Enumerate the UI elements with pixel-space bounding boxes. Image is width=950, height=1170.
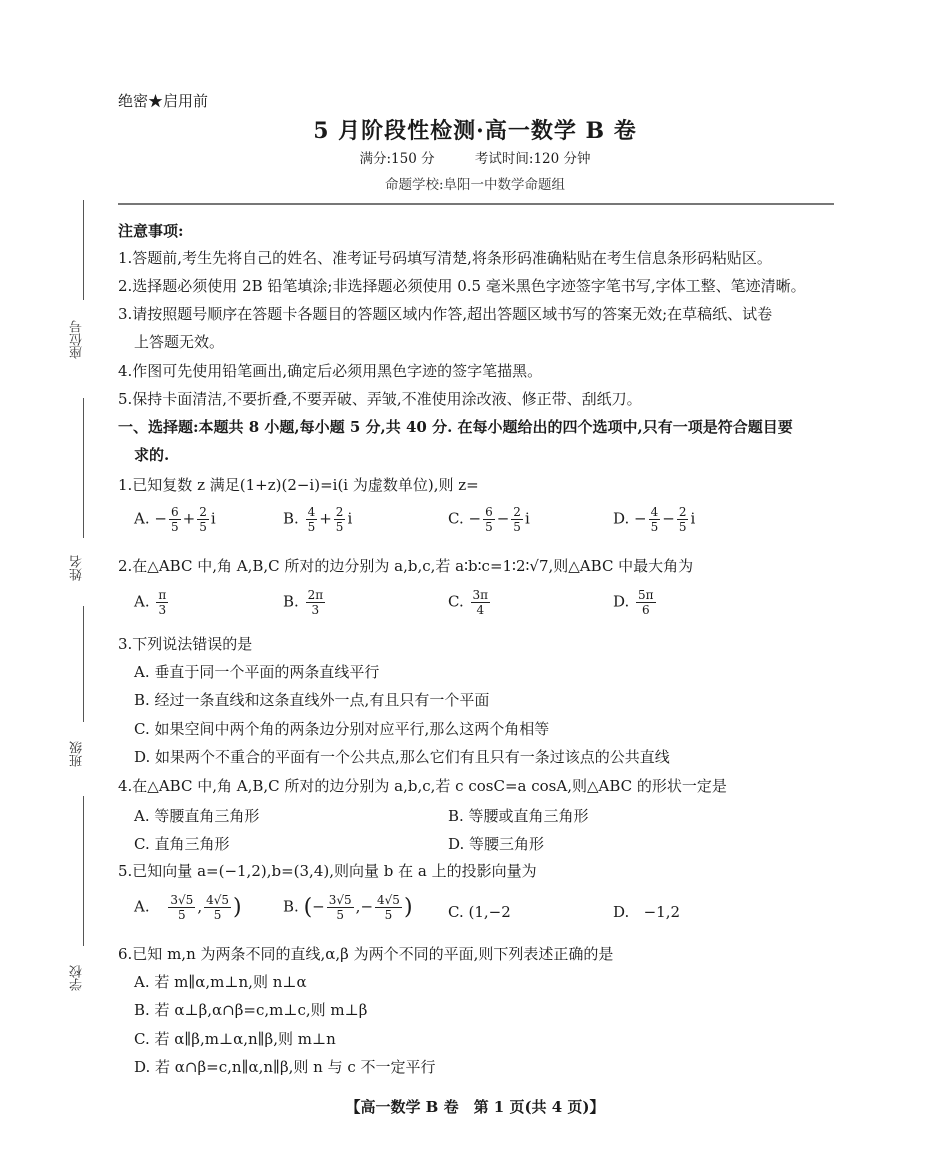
- fraction: [636, 588, 656, 617]
- q5-option-c: [448, 903, 511, 921]
- setter-school: 命题学校:阜阳一中数学命题组: [384, 177, 566, 193]
- q6-option-c: C. 若 α∥β,m⊥α,n∥β,则 m⊥n: [134, 1030, 336, 1048]
- question-1-stem: 1.已知复数 z 满足(1+z)(2−i)=i(i 为虚数单位),则 z=: [118, 476, 479, 494]
- question-6-stem: 6.已知 m,n 为两条不同的直线,α,β 为两个不同的平面,则下列表述正确的是: [118, 945, 614, 963]
- denominator: 5: [199, 520, 207, 534]
- option-label: C.: [448, 903, 464, 921]
- exam-time: 考试时间:120 分钟: [474, 151, 591, 167]
- numerator: 6: [170, 505, 179, 519]
- q6-option-b: B. 若 α⊥β,α∩β=c,m⊥c,则 m⊥β: [134, 1001, 368, 1019]
- full-score: 满分:150 分: [359, 151, 435, 167]
- option-label: C.: [448, 592, 464, 611]
- q1-option-c: [448, 505, 530, 534]
- fraction: [168, 893, 195, 922]
- denominator: 5: [650, 520, 659, 534]
- q6-option-d: D. 若 α∩β=c,n∥α,n∥β,则 n 与 c 不一定平行: [134, 1058, 436, 1076]
- option-label: A.: [134, 592, 150, 611]
- fraction: [375, 893, 402, 922]
- notice-item: 4.作图可先使用铅笔画出,确定后必须用黑色字迹的签字笔描黑。: [118, 362, 543, 380]
- option-label: B.: [283, 897, 299, 916]
- q4-option-b: B. 等腰或直角三角形: [448, 807, 589, 825]
- fraction: [649, 505, 661, 534]
- option-label: B.: [283, 509, 299, 528]
- numerator: 3√5: [328, 893, 352, 907]
- sign: −: [634, 509, 647, 528]
- denominator: 5: [485, 520, 493, 534]
- class-label: 班级: [70, 741, 85, 767]
- denominator: 5: [178, 908, 186, 922]
- header-rule: [118, 203, 834, 205]
- notice-item: 上答题无效。: [134, 333, 225, 351]
- denominator: 5: [170, 520, 179, 534]
- section-heading-cont: 求的.: [134, 446, 170, 464]
- q2-option-d: [613, 588, 658, 617]
- denominator: 5: [678, 520, 687, 534]
- question-3-stem: 3.下列说法错误的是: [118, 635, 253, 653]
- sign: −: [154, 509, 167, 528]
- q4-option-a: A. 等腰直角三角形: [134, 807, 260, 825]
- numerator: 4√5: [206, 893, 230, 907]
- denominator: 5: [307, 520, 316, 534]
- q3-option-d: D. 如果两个不重合的平面有一个公共点,那么它们有且只有一条过该点的公共直线: [134, 748, 670, 766]
- q2-option-a: [134, 588, 170, 617]
- denominator: 3: [158, 603, 167, 617]
- option-label: B.: [283, 592, 299, 611]
- exam-meta: [0, 147, 950, 167]
- option-label: C.: [448, 509, 464, 528]
- sign: +: [319, 509, 332, 528]
- denominator: 5: [513, 520, 521, 534]
- notice-item: 5.保持卡面清洁,不要折叠,不要弄破、弄皱,不准使用涂改液、修正带、刮纸刀。: [118, 390, 642, 408]
- sign: −: [496, 509, 510, 528]
- denominator: 3: [311, 603, 320, 617]
- seat-label: 座位号: [70, 320, 85, 360]
- fraction: [334, 505, 346, 534]
- q4-option-d: D. 等腰三角形: [448, 835, 545, 853]
- numerator: 2: [513, 505, 521, 519]
- question-5-stem: 5.已知向量 a=(−1,2),b=(3,4),则向量 b 在 a 上的投影向量为: [118, 862, 537, 880]
- fraction: [511, 505, 523, 534]
- fraction: [327, 893, 354, 922]
- denominator: 6: [641, 603, 650, 617]
- binding-line: [83, 398, 84, 538]
- sign: +: [182, 509, 196, 528]
- numerator: 4√5: [377, 893, 400, 907]
- fraction: [204, 893, 231, 922]
- numerator: 2π: [307, 588, 324, 602]
- option-value: −1,2: [643, 903, 681, 921]
- imag-unit: i: [690, 509, 696, 528]
- fraction: [471, 588, 491, 617]
- denominator: 5: [384, 908, 393, 922]
- q3-option-c: C. 如果空间中两个角的两条边分别对应平行,那么这两个角相等: [134, 720, 550, 738]
- question-4-stem: 4.在△ABC 中,角 A,B,C 所对的边分别为 a,b,c,若 c cosC=a cosA,则△ABC 的形状一定是: [118, 777, 727, 795]
- q2-option-c: [448, 588, 492, 617]
- fraction: [677, 505, 689, 534]
- binding-line: [83, 606, 84, 722]
- section-heading: 一、选择题:本题共 8 小题,每小题 5 分,共 40 分. 在每小题给出的四个选项中,只有一项是符合题目要: [118, 418, 793, 436]
- q2-option-b: [283, 588, 327, 617]
- option-label: A.: [134, 897, 150, 916]
- page-title: 5 月阶段性检测·高一数学 B 卷: [313, 118, 637, 144]
- q1-option-d: [613, 505, 695, 534]
- numerator: 2: [335, 505, 344, 519]
- imag-unit: i: [347, 509, 353, 528]
- q1-option-b: [283, 505, 352, 534]
- fraction: [306, 588, 326, 617]
- option-value: (1,−2: [468, 903, 511, 921]
- option-label: D.: [613, 903, 630, 921]
- page-footer: 【高一数学 B 卷 第 1 页(共 4 页)】: [345, 1098, 605, 1116]
- numerator: 3π: [472, 588, 489, 602]
- q3-option-a: A. 垂直于同一个平面的两条直线平行: [134, 663, 380, 681]
- sign: −: [662, 509, 675, 528]
- numerator: 6: [485, 505, 493, 519]
- numerator: 4: [307, 505, 316, 519]
- imag-unit: i: [524, 509, 530, 528]
- notice-item: 2.选择题必须使用 2B 铅笔填涂;非选择题必须使用 0.5 毫米黑色字迹签字笔书写,字体工整、笔迹清晰。: [118, 277, 806, 295]
- q5-option-d: [613, 903, 680, 921]
- q5-option-b: B. (− $\frac{3√5}{5}$ ,− $\frac{4√5}{5}$ ): [283, 893, 413, 922]
- fraction: [169, 505, 181, 534]
- secret-label: 绝密★启用前: [118, 92, 209, 110]
- numerator: π: [158, 588, 167, 602]
- q1-option-a: [134, 505, 216, 534]
- fraction: [483, 505, 495, 534]
- fraction: [197, 505, 209, 534]
- notice-heading: 注意事项:: [118, 222, 184, 240]
- denominator: 5: [335, 520, 344, 534]
- name-label: 姓名: [70, 555, 85, 581]
- option-label: A.: [134, 509, 150, 528]
- q6-option-a: A. 若 m∥α,m⊥n,则 n⊥α: [134, 973, 307, 991]
- sign: −: [468, 509, 482, 528]
- question-2-stem: 2.在△ABC 中,角 A,B,C 所对的边分别为 a,b,c,若 a∶b∶c=1∶2∶√7,则△ABC 中最大角为: [118, 557, 694, 575]
- numerator: 2: [199, 505, 207, 519]
- numerator: 2: [678, 505, 687, 519]
- numerator: 4: [650, 505, 659, 519]
- fraction: [156, 588, 168, 617]
- numerator: 3√5: [170, 893, 194, 907]
- denominator: 5: [336, 908, 345, 922]
- notice-item: 3.请按照题号顺序在答题卡各题目的答题区域内作答,超出答题区域书写的答案无效;在草稿纸、试卷: [118, 305, 773, 323]
- notice-item: 1.答题前,考生先将自己的姓名、准考证号码填写清楚,将条形码准确粘贴在考生信息条形码粘贴区。: [118, 249, 772, 267]
- school-label: 学校: [70, 965, 85, 991]
- numerator: 5π: [638, 588, 654, 602]
- denominator: 5: [213, 908, 222, 922]
- fraction: [306, 505, 318, 534]
- denominator: 4: [476, 603, 485, 617]
- binding-line: [83, 200, 84, 300]
- q4-option-c: C. 直角三角形: [134, 835, 230, 853]
- option-label: D.: [613, 509, 630, 528]
- binding-line: [83, 796, 84, 946]
- q3-option-b: B. 经过一条直线和这条直线外一点,有且只有一个平面: [134, 691, 490, 709]
- q5-option-a: A. $\frac{3√5}{5}$ , $\frac{4√5}{5}$ ): [134, 893, 242, 922]
- option-label: D.: [613, 592, 630, 611]
- imag-unit: i: [210, 509, 216, 528]
